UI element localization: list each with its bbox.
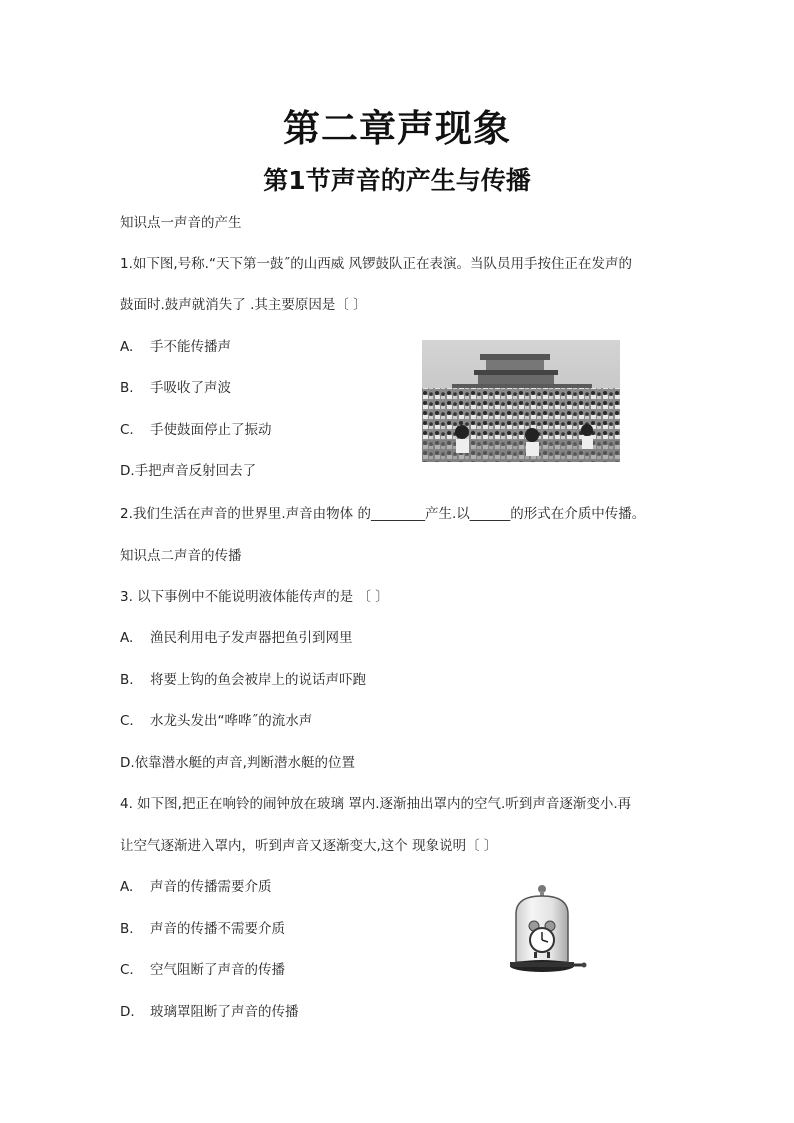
option-text: 空气阻断了声音的传播 <box>150 962 285 978</box>
q1-option-b[interactable] <box>120 378 231 398</box>
option-letter: B. <box>120 672 134 688</box>
q1-option-a[interactable] <box>120 337 231 357</box>
option-text: 声音的传播不需要介质 <box>150 921 285 937</box>
q3-option-c[interactable] <box>120 711 312 731</box>
q3-option-b[interactable] <box>120 670 366 690</box>
q4-stem-line1: 4. 如下图,把正在响铃的闹钟放在玻璃 罩内.逐渐抽出罩内的空气.听到声音逐渐变小.再 <box>120 796 632 812</box>
option-text: 手使鼓面停止了振动 <box>150 422 272 438</box>
q1-stem-line2: 鼓面时.鼓声就消失了 .其主要原因是〔 〕 <box>120 297 367 313</box>
q3-option-a[interactable] <box>120 628 353 648</box>
q4-option-d[interactable] <box>120 1002 299 1022</box>
option-letter: A. <box>120 879 134 895</box>
q2-stem: 2.我们生活在声音的世界里.声音由物体 的________产生.以______的形式在介质中传播。 <box>120 506 646 522</box>
option-letter: C. <box>120 962 134 978</box>
drum-troupe-photo-icon <box>422 340 620 462</box>
knowledge-point-2: 知识点二声音的传播 <box>120 548 242 564</box>
q1-option-c[interactable] <box>120 420 272 440</box>
bell-jar-alarm-clock-icon <box>504 882 588 978</box>
section-subtitle: 第1节声音的产生与传播 <box>263 166 531 195</box>
option-letter: C. <box>120 422 134 438</box>
q3-stem: 3. 以下事例中不能说明液体能传声的是 〔 〕 <box>120 589 389 605</box>
q1-stem-line1: 1.如下图,号称.“天下第一鼓˝的山西威 风锣鼓队正在表演。当队员用手按住正在发声的 <box>120 256 632 272</box>
page-title: 第二章声现象 <box>283 107 511 150</box>
option-text: 声音的传播需要介质 <box>150 879 272 895</box>
option-letter: B. <box>120 921 134 937</box>
option-text: 将要上钩的鱼会被岸上的说话声吓跑 <box>150 672 366 688</box>
q3-option-d[interactable] <box>120 753 355 773</box>
option-letter: D. <box>120 1004 135 1020</box>
q4-option-b[interactable] <box>120 919 285 939</box>
option-text: 手吸收了声波 <box>150 380 231 396</box>
option-letter: B. <box>120 380 134 396</box>
option-text: 渔民利用电子发声器把鱼引到网里 <box>150 630 353 646</box>
option-letter: C. <box>120 713 134 729</box>
q4-option-c[interactable] <box>120 960 285 980</box>
option-letter: A. <box>120 339 134 355</box>
knowledge-point-1: 知识点一声音的产生 <box>120 215 242 231</box>
option-text: 玻璃罩阻断了声音的传播 <box>150 1004 299 1020</box>
option-text: 水龙头发出“哗哗˝的流水声 <box>150 713 313 729</box>
option-text: D.依靠潜水艇的声音,判断潜水艇的位置 <box>120 755 355 771</box>
option-letter: A. <box>120 630 134 646</box>
q1-option-d[interactable] <box>120 461 256 481</box>
option-text: 手不能传播声 <box>150 339 231 355</box>
q4-stem-line2: 让空气逐渐进入罩内，听到声音又逐渐变大,这个 现象说明〔 〕 <box>120 838 498 854</box>
option-text: D.手把声音反射回去了 <box>120 463 257 479</box>
q4-option-a[interactable] <box>120 877 272 897</box>
